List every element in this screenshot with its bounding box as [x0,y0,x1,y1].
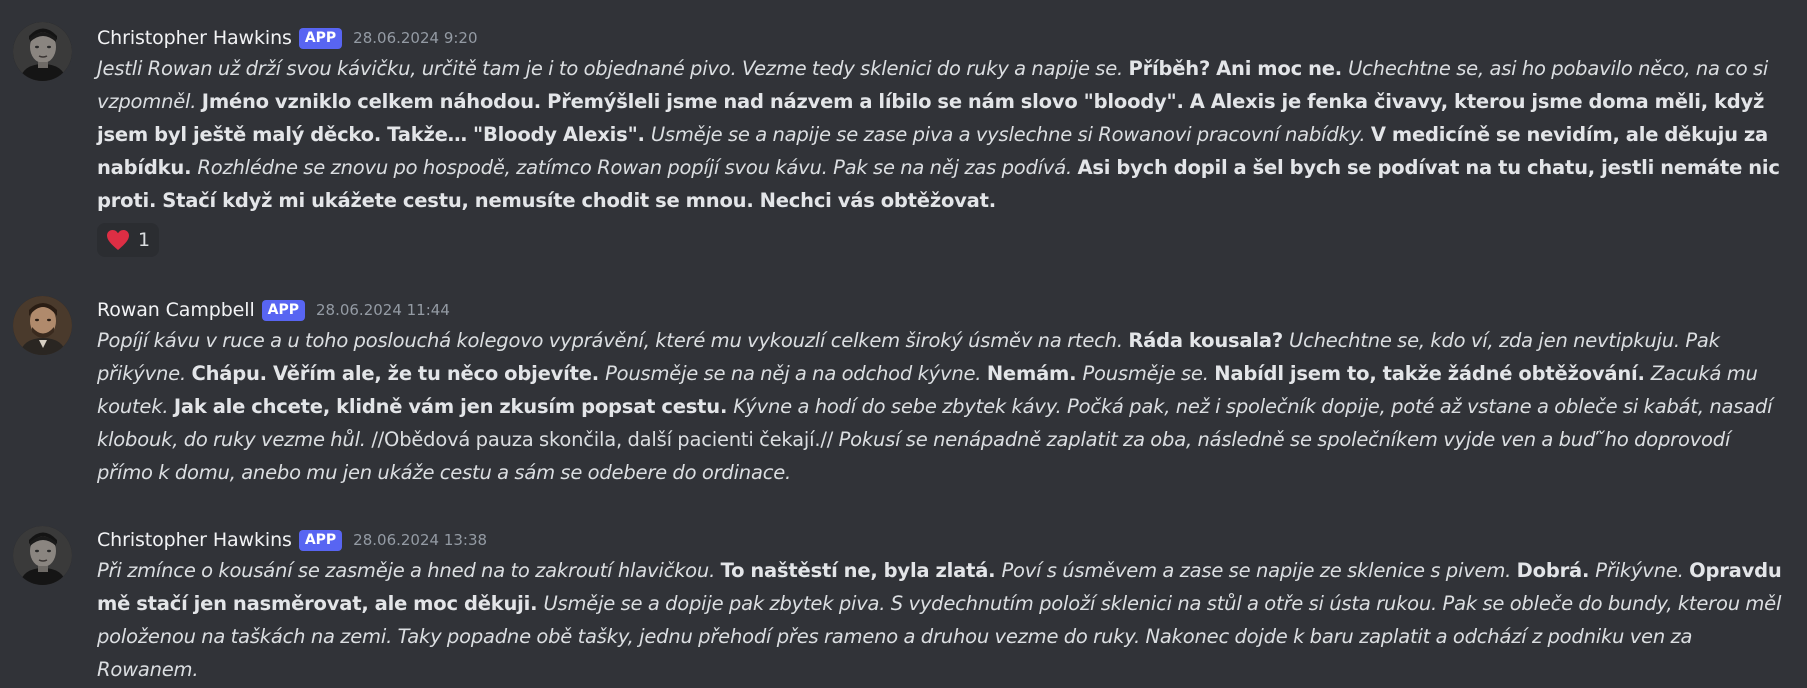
message-text-segment: Nemám. [986,362,1083,385]
message-content [97,554,1787,686]
user-avatar[interactable] [13,296,72,355]
timestamp[interactable]: 28.06.2024 13:38 [353,531,488,549]
heart-icon [106,229,130,251]
message-text-segment: Nabídl jsem to, takže žádné obtěžování. [1214,362,1651,385]
message-body [97,526,1787,686]
author-name[interactable]: Christopher Hawkins [97,27,292,49]
message-text-segment: //Obědová pauza skončila, další pacienti čekají.// [371,428,839,451]
message-text-segment: Poví s úsměvem a zase se napije ze sklenice s pivem. [1001,559,1517,582]
message-text-segment: Rozhlédne se znovu po hospodě, zatímco Rowan popíjí svou kávu. Pak se na něj zas podívá. [197,156,1078,179]
message-text-segment: Jméno vzniklo celkem náhodou. Přemýšleli jsme nad názvem a líbilo se nám slovo "bloody". A Alexis je fenka čivavy, kterou jsme doma měli, když jsem byl ještě malý děcko. Takže… "Bloody Alexis". [97,90,1765,146]
message-text-segment: Jak ale chcete, klidně vám jen zkusím popsat cestu. [173,395,734,418]
message-body [97,24,1787,217]
message-header [97,24,1787,52]
message-text-segment: Příběh? Ani moc ne. [1128,57,1349,80]
message-text-segment: Zacuká mu koutek. [97,362,1758,418]
timestamp[interactable]: 28.06.2024 9:20 [353,29,478,47]
message-text-segment: Chápu. Věřím ale, že tu něco objevíte. [191,362,606,385]
app-badge: APP [262,300,305,321]
app-badge: APP [299,530,342,551]
message-text-segment: V medicíně se nevidím, ale děkuju za nabídku. [97,123,1768,179]
message-content [97,52,1787,217]
message-text-segment: Pokusí se nenápadně zaplatit za oba, následně se společníkem vyjde ven a buďˇho doprovodí přímo k domu, anebo mu jen ukáže cestu a sám se odebere do ordinace. [97,428,1731,484]
message-header [97,296,1787,324]
message-text-segment: Ráda kousala? [1128,329,1290,352]
message-text-segment: Popíjí kávu v ruce a u toho poslouchá kolegovo vyprávění, které mu vykouzlí celkem široký úsměv na rtech. [97,329,1129,352]
message-text-segment: Pousměje se. [1082,362,1215,385]
message-body [97,296,1787,489]
reaction-button[interactable] [97,223,159,257]
author-name[interactable]: Christopher Hawkins [97,529,292,551]
message-text-segment: Uchechtne se, kdo ví, zda jen nevtipkuju. Pak přikývne. [97,329,1720,385]
app-badge: APP [299,28,342,49]
message-text-segment: Opravdu mě stačí jen nasměrovat, ale moc děkuji. [97,559,1782,615]
timestamp[interactable]: 28.06.2024 11:44 [315,301,450,319]
message-text-segment: Kývne a hodí do sebe zbytek kávy. Počká pak, než i společník dopije, poté až vstane a obleče si kabát, nasadí klobouk, do ruky vezme hůl. [97,395,1773,451]
message-text-segment: Pousměje se na něj a na odchod kývne. [605,362,987,385]
message-text-segment: Usměje se a napije se zase piva a vyslechne si Rowanovi pracovní nabídky. [650,123,1371,146]
reaction-count: 1 [138,229,151,251]
message-content [97,324,1787,489]
message-text-segment: Uchechtne se, asi ho pobavilo něco, na co si vzpomněl. [97,57,1769,113]
message-text-segment: Usměje se a dopije pak zbytek piva. S vydechnutím položí sklenici na stůl a otře si ústa rukou. Pak se obleče do bundy, kterou měl položenou na taškách na zemi. Taky popadne obě tašky, jednu přehodí přes rameno a druhou vezme do ruky. Nakonec dojde k baru zaplatit a odchází z podniku ven za Rowanem. [97,592,1782,681]
user-avatar[interactable] [13,22,72,81]
message-text-segment: To naštěstí ne, byla zlatá. [720,559,1002,582]
message-text-segment: Při zmínce o kousání se zasměje a hned na to zakroutí hlavičkou. [97,559,721,582]
message-text-segment: Asi bych dopil a šel bych se podívat na tu chatu, jestli nemáte nic proti. Stačí když mi ukážete cestu, nemusíte chodit se mnou. Nechci vás obtěžovat. [97,156,1780,212]
author-name[interactable]: Rowan Campbell [97,299,255,321]
message-text-segment: Dobrá. [1516,559,1596,582]
message-text-segment: Přikývne. [1595,559,1690,582]
user-avatar[interactable] [13,526,72,585]
message-text-segment: Jestli Rowan už drží svou kávičku, určitě tam je i to objednané pivo. Vezme tedy sklenici do ruky a napije se. [97,57,1129,80]
message-header [97,526,1787,554]
